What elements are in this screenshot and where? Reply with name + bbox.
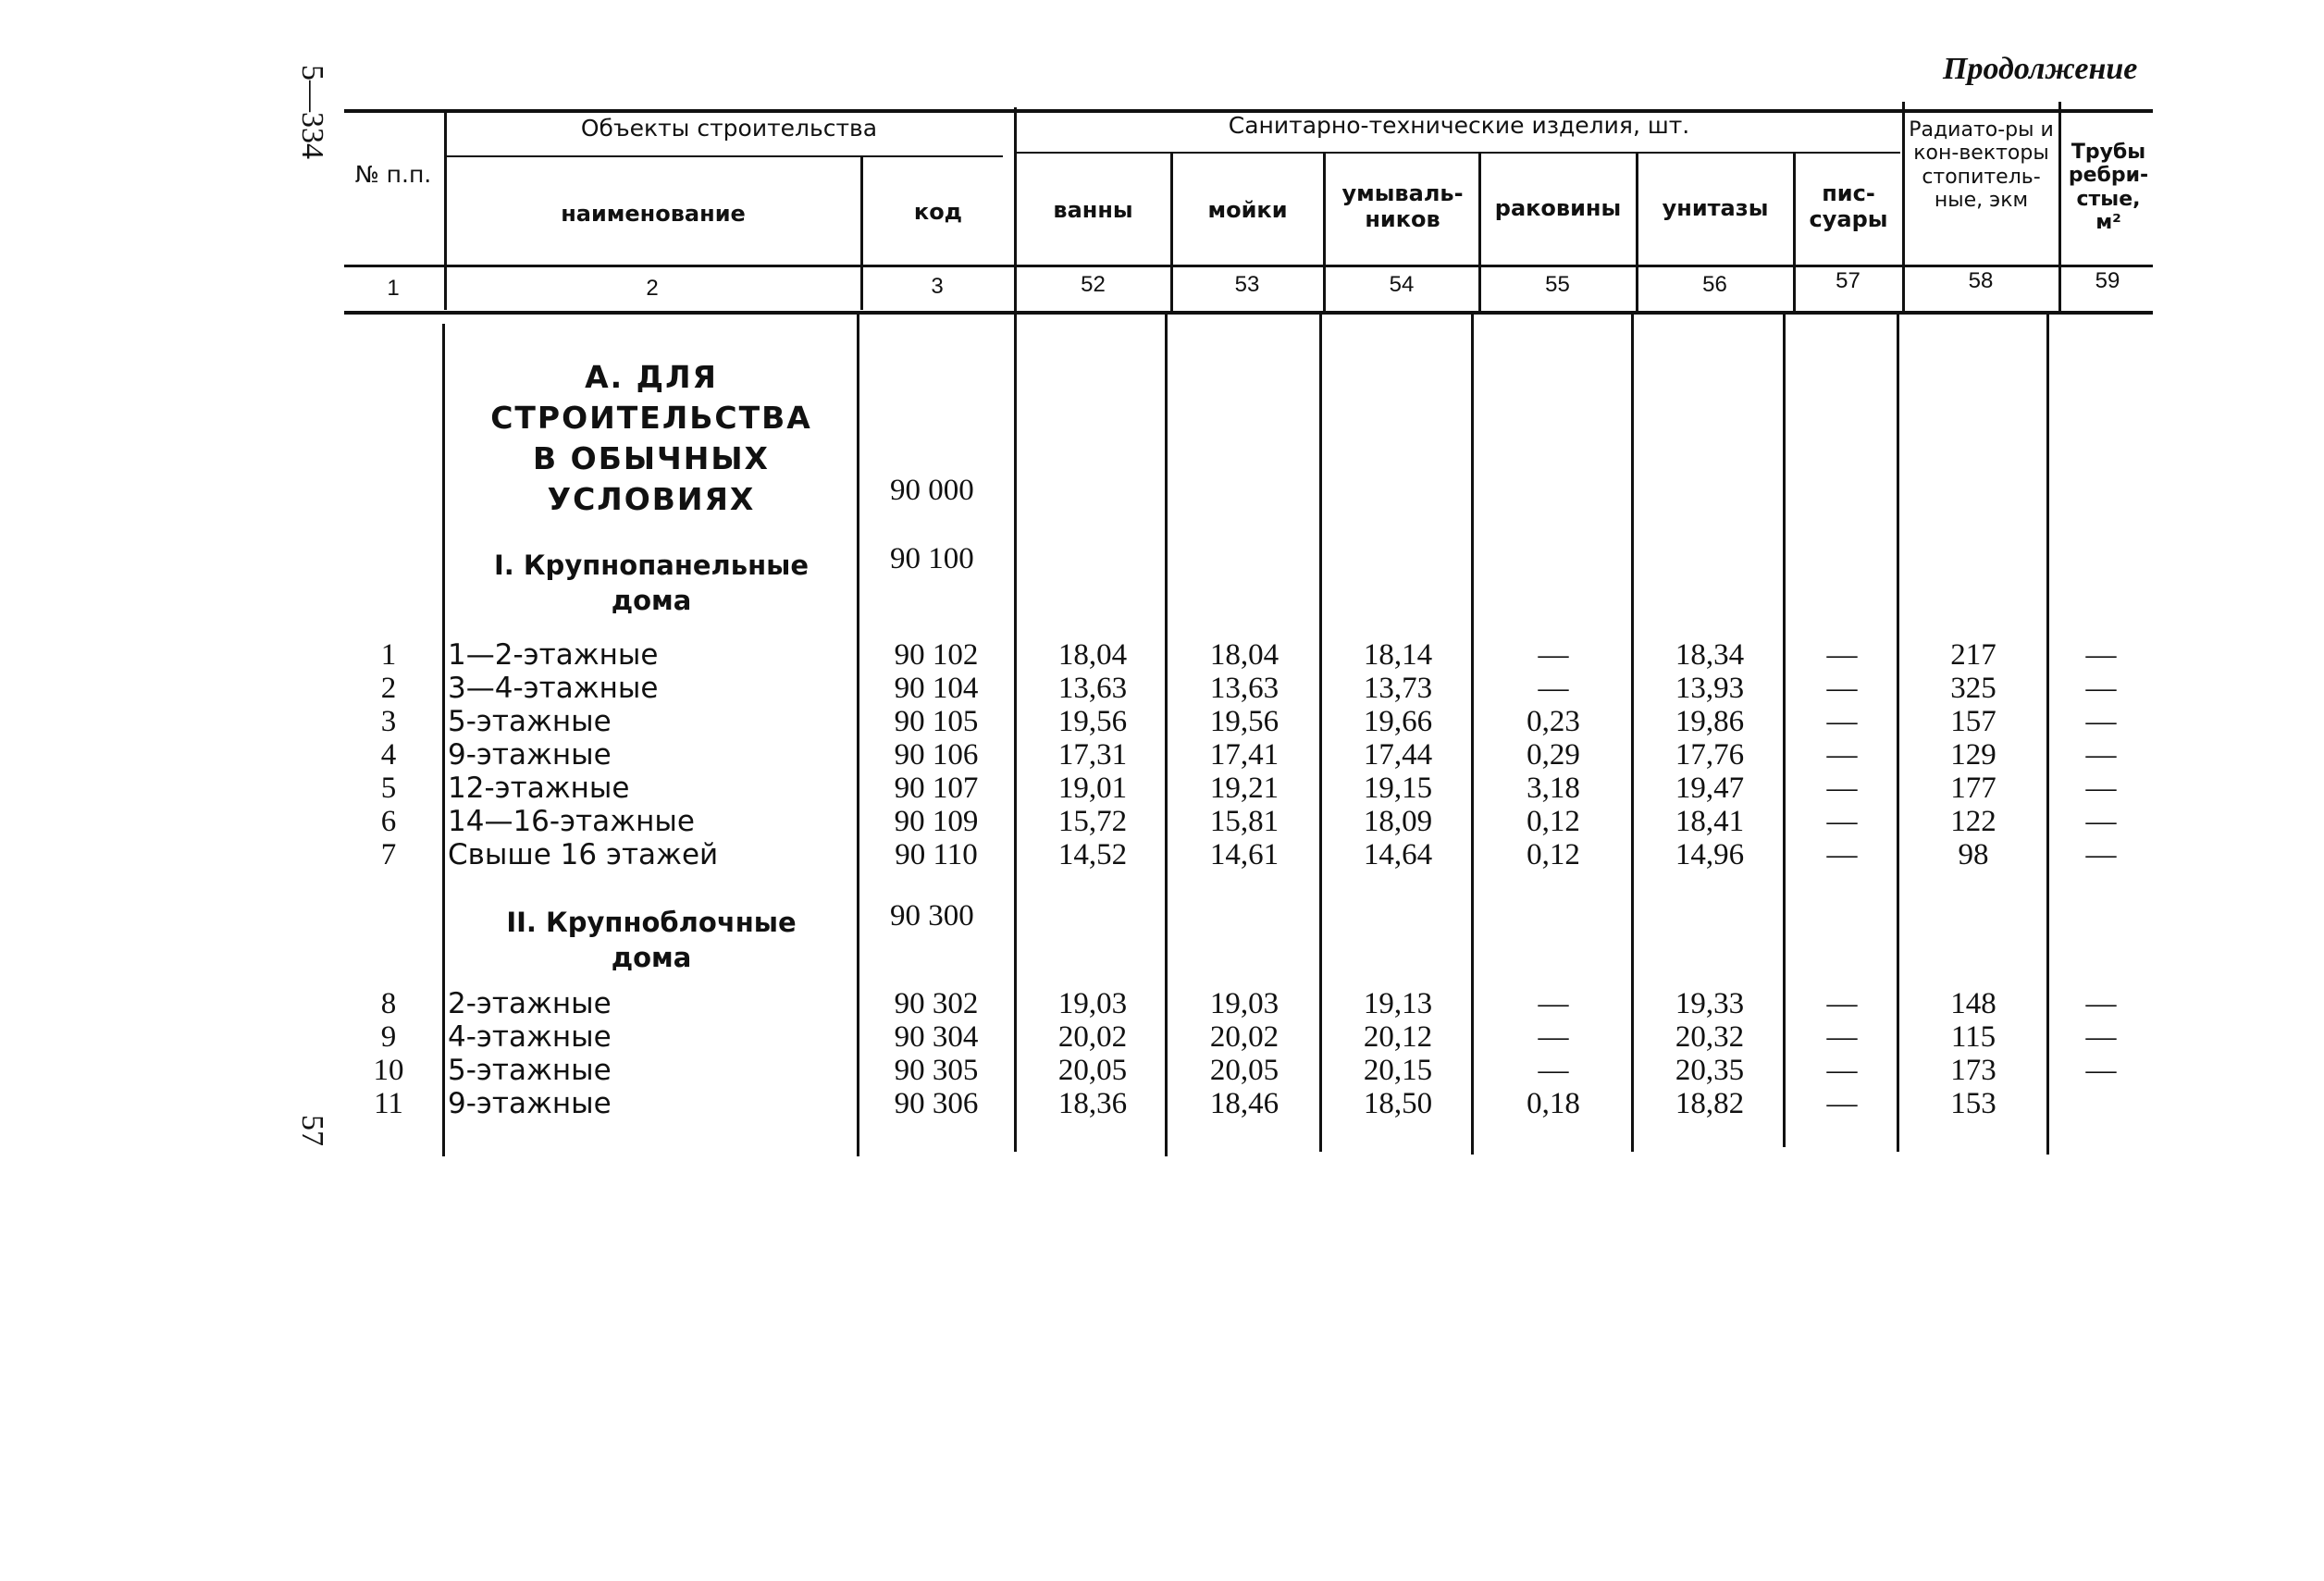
cell-toilets: 19,86	[1675, 705, 1745, 738]
cell-pipes: —	[2085, 987, 2117, 1020]
cell-pipes: —	[2085, 705, 2117, 738]
continuation-label: Продолжение	[1943, 52, 2138, 86]
section-1-title-line: дома	[611, 585, 692, 616]
column-number: 1	[387, 276, 400, 301]
col-divider-header	[1014, 107, 1017, 311]
cell-sinks: 18,04	[1209, 638, 1279, 672]
cell-washbasins: 18,09	[1363, 805, 1433, 838]
column-number: 2	[646, 276, 659, 301]
header-name: наименование	[561, 201, 746, 227]
header-washbasins: умываль-ников	[1341, 180, 1464, 232]
column-number: 52	[1081, 272, 1106, 297]
cell-baths: 19,03	[1057, 987, 1128, 1020]
row-number: 6	[380, 805, 397, 838]
cell-pipes: —	[2085, 638, 2117, 672]
cell-shells: 0,12	[1527, 838, 1580, 871]
cell-sinks: 19,56	[1209, 705, 1279, 738]
row-code: 90 304	[894, 1020, 979, 1054]
header-pipes: Трубы ребри-стые, м²	[2068, 141, 2149, 234]
cell-baths: 17,31	[1057, 738, 1128, 772]
sanitary-group-rule	[1014, 152, 1900, 154]
cell-pipes: —	[2085, 1054, 2117, 1087]
col-divider-body	[1897, 315, 1899, 1152]
cell-pipes: —	[2085, 772, 2117, 805]
row-code: 90 107	[894, 772, 979, 805]
cell-washbasins: 19,15	[1363, 772, 1433, 805]
cell-toilets: 20,32	[1675, 1020, 1745, 1054]
col-divider-header	[1323, 154, 1326, 311]
row-number: 9	[380, 1020, 397, 1054]
section-a-title	[448, 357, 855, 520]
cell-shells: 0,12	[1527, 805, 1580, 838]
cell-sinks: 15,81	[1209, 805, 1279, 838]
cell-urinals: —	[1826, 838, 1858, 871]
cell-radiators: 115	[1950, 1020, 1996, 1054]
page-number: 57	[295, 1115, 329, 1146]
cell-baths: 18,04	[1057, 638, 1128, 672]
col-divider-body	[442, 324, 445, 1156]
cell-toilets: 18,41	[1675, 805, 1745, 838]
cell-radiators: 217	[1950, 638, 1996, 672]
section-2-code: 90 300	[890, 899, 974, 933]
header-radiators: Радиато-ры и кон-векторы стопитель-ные, экм	[1909, 118, 2054, 212]
cell-urinals: —	[1826, 672, 1858, 705]
header-toilets: унитазы	[1662, 195, 1769, 221]
cell-sinks: 17,41	[1209, 738, 1279, 772]
cell-urinals: —	[1826, 1054, 1858, 1087]
section-a-code: 90 000	[890, 474, 974, 507]
cell-sinks: 20,02	[1209, 1020, 1279, 1054]
cell-radiators: 129	[1950, 738, 1996, 772]
cell-radiators: 177	[1950, 772, 1996, 805]
cell-pipes: —	[2085, 805, 2117, 838]
header-sanitary-group: Санитарно-технические изделия, шт.	[1228, 112, 1690, 139]
cell-radiators: 122	[1950, 805, 1996, 838]
column-number: 55	[1545, 272, 1570, 297]
cell-washbasins: 18,14	[1363, 638, 1433, 672]
cell-baths: 19,56	[1057, 705, 1128, 738]
cell-pipes: —	[2085, 672, 2117, 705]
cell-toilets: 20,35	[1675, 1054, 1745, 1087]
page-margin-code: 5—334	[295, 65, 329, 159]
row-name: 14—16-этажные	[448, 805, 695, 838]
cell-baths: 20,05	[1057, 1054, 1128, 1087]
section-2-title-line: II. Крупноблочные	[506, 907, 797, 938]
section-2-title-line: дома	[611, 942, 692, 973]
cell-washbasins: 20,15	[1363, 1054, 1433, 1087]
section-2-title	[448, 905, 855, 975]
row-name: Свыше 16 этажей	[448, 838, 719, 871]
cell-radiators: 157	[1950, 705, 1996, 738]
cell-baths: 18,36	[1057, 1087, 1128, 1120]
cell-washbasins: 18,50	[1363, 1087, 1433, 1120]
cell-sinks: 18,46	[1209, 1087, 1279, 1120]
cell-baths: 20,02	[1057, 1020, 1128, 1054]
section-a-title-line: В ОБЫЧНЫХ	[533, 440, 770, 476]
cell-pipes: —	[2085, 1020, 2117, 1054]
cell-toilets: 13,93	[1675, 672, 1745, 705]
cell-shells: 0,29	[1527, 738, 1580, 772]
cell-shells: —	[1538, 987, 1569, 1020]
header-no: № п.п.	[354, 161, 432, 188]
row-number: 11	[374, 1087, 403, 1120]
row-code: 90 302	[894, 987, 979, 1020]
row-code: 90 106	[894, 738, 979, 772]
cell-toilets: 19,33	[1675, 987, 1745, 1020]
header-code: код	[913, 199, 963, 225]
row-code: 90 102	[894, 638, 979, 672]
cell-radiators: 148	[1950, 987, 1996, 1020]
header-sinks: мойки	[1207, 197, 1288, 223]
cell-radiators: 173	[1950, 1054, 1996, 1087]
cell-toilets: 18,34	[1675, 638, 1745, 672]
cell-radiators: 98	[1958, 838, 1989, 871]
cell-shells: —	[1538, 1054, 1569, 1087]
cell-toilets: 18,82	[1675, 1087, 1745, 1120]
row-name: 1—2-этажные	[448, 638, 659, 672]
row-name: 9-этажные	[448, 738, 612, 772]
cell-radiators: 153	[1950, 1087, 1996, 1120]
col-divider-body	[857, 315, 859, 1156]
row-number: 8	[380, 987, 397, 1020]
row-code: 90 306	[894, 1087, 979, 1120]
cell-washbasins: 19,66	[1363, 705, 1433, 738]
cell-shells: 0,23	[1527, 705, 1580, 738]
column-numbers-rule	[344, 311, 2153, 315]
row-name: 5-этажные	[448, 1054, 612, 1087]
cell-urinals: —	[1826, 738, 1858, 772]
row-code: 90 104	[894, 672, 979, 705]
cell-toilets: 19,47	[1675, 772, 1745, 805]
cell-washbasins: 13,73	[1363, 672, 1433, 705]
cell-sinks: 14,61	[1209, 838, 1279, 871]
cell-pipes: —	[2085, 838, 2117, 871]
row-number: 4	[380, 738, 397, 772]
row-name: 9-этажные	[448, 1087, 612, 1120]
cell-urinals: —	[1826, 705, 1858, 738]
cell-washbasins: 19,13	[1363, 987, 1433, 1020]
column-number: 57	[1836, 268, 1860, 293]
cell-urinals: —	[1826, 772, 1858, 805]
cell-sinks: 20,05	[1209, 1054, 1279, 1087]
cell-baths: 19,01	[1057, 772, 1128, 805]
header-baths: ванны	[1053, 197, 1133, 223]
cell-washbasins: 14,64	[1363, 838, 1433, 871]
cell-toilets: 17,76	[1675, 738, 1745, 772]
column-number: 56	[1702, 272, 1727, 297]
cell-urinals: —	[1826, 638, 1858, 672]
header-shells: раковины	[1494, 195, 1622, 221]
section-1-title	[448, 548, 855, 618]
row-name: 12-этажные	[448, 772, 630, 805]
column-number: 59	[2095, 268, 2120, 293]
column-number: 58	[1968, 268, 1994, 293]
cell-washbasins: 17,44	[1363, 738, 1433, 772]
cell-sinks: 19,03	[1209, 987, 1279, 1020]
header-objects-group: Объекты строительства	[580, 115, 878, 142]
cell-urinals: —	[1826, 805, 1858, 838]
column-number: 54	[1389, 272, 1415, 297]
cell-shells: —	[1538, 672, 1569, 705]
row-name: 2-этажные	[448, 987, 612, 1020]
row-name: 4-этажные	[448, 1020, 612, 1054]
row-number: 7	[380, 838, 397, 871]
cell-sinks: 13,63	[1209, 672, 1279, 705]
section-a-title-line: СТРОИТЕЛЬСТВА	[490, 400, 812, 436]
header-urinals: пис-суары	[1809, 180, 1888, 232]
row-number: 3	[380, 705, 397, 738]
cell-urinals: —	[1826, 987, 1858, 1020]
col-divider-body	[1319, 315, 1322, 1152]
cell-radiators: 325	[1950, 672, 1996, 705]
row-name: 5-этажные	[448, 705, 612, 738]
section-1-title-line: I. Крупнопанельные	[493, 550, 810, 581]
cell-urinals: —	[1826, 1087, 1858, 1120]
row-number: 2	[380, 672, 397, 705]
col-divider-body	[2046, 315, 2049, 1155]
row-number: 10	[373, 1054, 404, 1087]
section-1-code: 90 100	[890, 542, 974, 575]
cell-shells: 3,18	[1527, 772, 1580, 805]
col-divider-body	[1014, 315, 1017, 1152]
row-code: 90 305	[894, 1054, 979, 1087]
cell-baths: 15,72	[1057, 805, 1128, 838]
cell-pipes: —	[2085, 738, 2117, 772]
cell-shells: 0,18	[1527, 1087, 1580, 1120]
row-code: 90 110	[895, 838, 978, 871]
row-code: 90 109	[894, 805, 979, 838]
row-code: 90 105	[894, 705, 979, 738]
cell-baths: 14,52	[1057, 838, 1128, 871]
cell-sinks: 19,21	[1209, 772, 1279, 805]
row-number: 1	[380, 638, 397, 672]
cell-shells: —	[1538, 1020, 1569, 1054]
column-number: 3	[931, 274, 944, 299]
row-name: 3—4-этажные	[448, 672, 659, 705]
section-a-title-line: УСЛОВИЯХ	[547, 481, 756, 517]
column-number: 53	[1234, 272, 1260, 297]
cell-baths: 13,63	[1057, 672, 1128, 705]
section-a-title-line: А. ДЛЯ	[585, 359, 718, 395]
cell-washbasins: 20,12	[1363, 1020, 1433, 1054]
header-bottom-rule	[344, 265, 2153, 267]
cell-toilets: 14,96	[1675, 838, 1745, 871]
cell-urinals: —	[1826, 1020, 1858, 1054]
row-number: 5	[380, 772, 397, 805]
objects-group-rule	[446, 155, 1003, 157]
cell-shells: —	[1538, 638, 1569, 672]
